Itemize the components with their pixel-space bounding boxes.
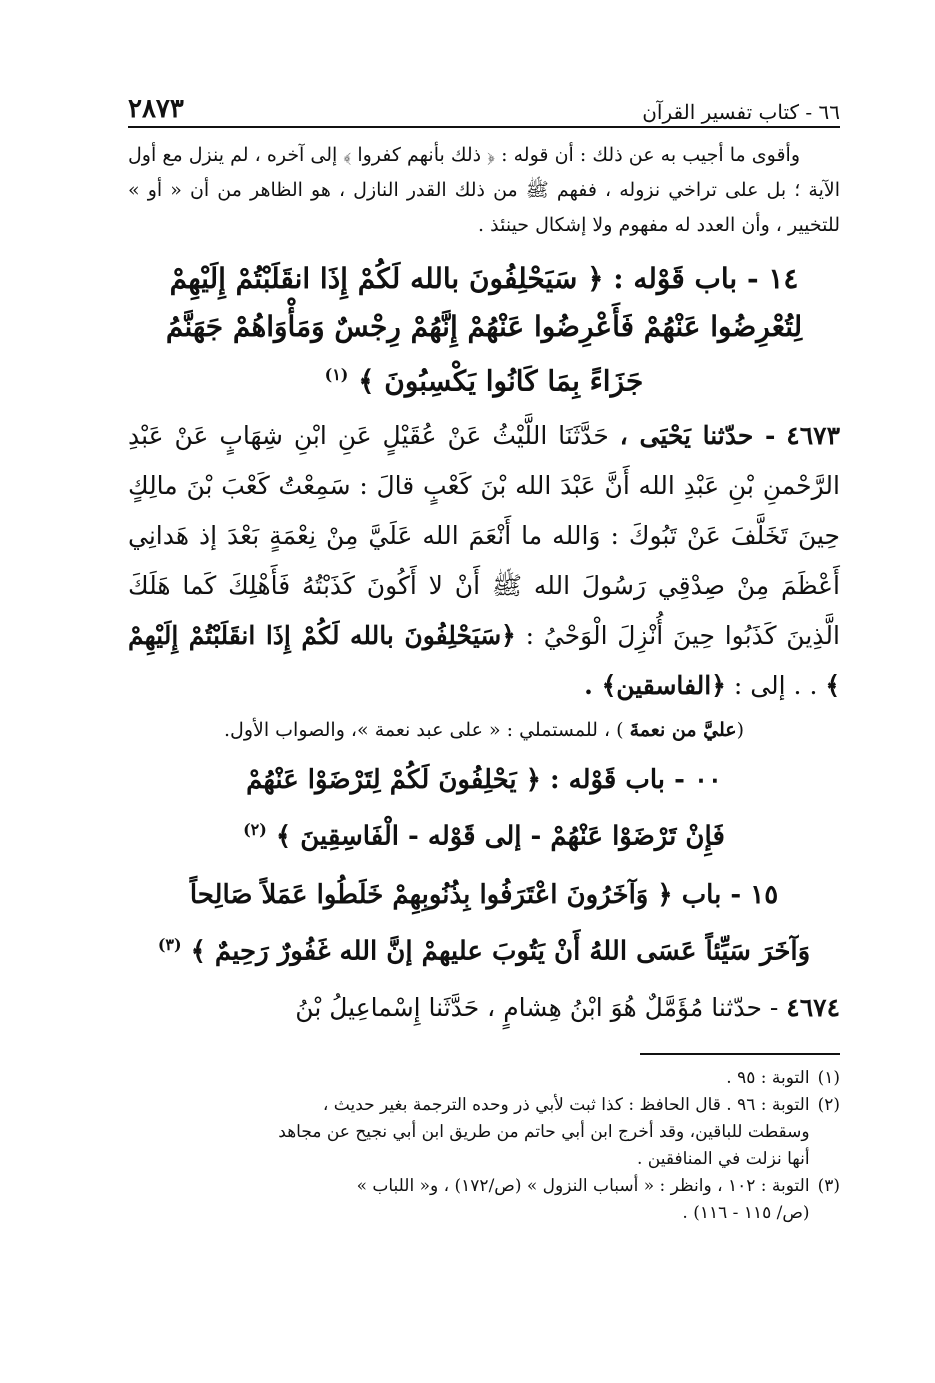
- footnote-1: [128, 1065, 840, 1092]
- variant-note: [128, 713, 840, 747]
- footnote-body: [128, 1173, 810, 1227]
- hadith-quote-2: ﴿الفاسقين﴾ .: [584, 671, 726, 701]
- chapter-15-line-1: ١٥ - باب ﴿ وَآخَرُونَ اعْتَرَفُوا بِذُنُوبِهِمْ خَلَطُوا عَمَلاً صَالِحاً: [189, 879, 779, 910]
- footnote-body: [128, 1092, 810, 1173]
- footnote-line: (ص/ ١١٥ - ١١٦) .: [682, 1202, 810, 1223]
- chapter-00-line-1: ٠٠ - باب قَوْله : ﴿ يَحْلِفُونَ لَكُمْ لِتَرْضَوْا عَنْهُمْ: [246, 765, 722, 796]
- footnote-label: (٢): [817, 1094, 840, 1115]
- chapter-15-line-2-wrap: [128, 920, 840, 977]
- intro-text: وأقوى ما أجيب به عن ذلك : أن قوله : ﴿ ذلك بأنهم كفروا ﴾ إلى آخره ، لم ينزل مع أول الآية ؛ بل على تراخي نزوله ، ففهم ﷺ من ذلك القدر النازل ، هو الظاهر من أن « أو » للتخيير ، وأن العدد له مفهوم ولا إشكال حينئذ .: [128, 144, 840, 236]
- chapter-15-heading: [128, 870, 840, 977]
- page-number: ٢٨٧٣: [128, 94, 184, 124]
- running-title: ٦٦ - كتاب تفسير القرآن: [642, 100, 840, 124]
- hadith-4674: [128, 983, 840, 1033]
- intro-paragraph: [128, 138, 840, 243]
- chapter-14-line-1: ١٤ - باب قَوْله : ﴿ سَيَحْلِفُونَ بالله لَكُمْ إِذَا انقَلَبْتُمْ إِلَيْهِمْ: [169, 262, 799, 295]
- hadith-between: . . إلى :: [733, 671, 818, 701]
- footnote-ref-2: (٢): [243, 820, 267, 840]
- hadith-4674-number: ٤٦٧٤: [786, 992, 840, 1022]
- chapter-14-line-2: لِتُعْرِضُوا عَنْهُمْ فَأَعْرِضُوا عَنْهُمْ إِنَّهُمْ رِجْسٌ وَمَأْوَاهُمْ جَهَنَّمُ: [165, 310, 803, 343]
- footnote-line: وسقطت للباقين، وقد أخرج ابن أبي حاتم من طريق ابن أبي نجيح عن مجاهد: [278, 1121, 810, 1142]
- hadith-quote-1: ﴿سَيَحْلِفُونَ بالله لَكُمْ إِذَا انقَلَبْتُمْ إِلَيْهِمْ ﴾: [128, 621, 840, 701]
- footnote-line: التوبة : ٩٥ .: [726, 1067, 810, 1088]
- footnote-2: [128, 1092, 840, 1173]
- footnote-label: (١): [817, 1067, 840, 1088]
- footnotes: [128, 1065, 840, 1227]
- book-page: [128, 84, 840, 1227]
- hadith-lead: - حدّثنا يَحْيَى ،: [619, 421, 776, 451]
- footnote-label: (٣): [817, 1175, 840, 1196]
- footnote-3: [128, 1173, 840, 1227]
- chapter-14-line-3: [128, 351, 840, 405]
- footnote-ref-1: (١): [324, 365, 349, 384]
- footnote-line: التوبة : ٩٦ . قال الحافظ : كذا ثبت لأبي ذر وحده الترجمة بغير حديث ،: [322, 1094, 810, 1115]
- chapter-00-heading: [128, 755, 840, 862]
- footnote-divider: [640, 1053, 840, 1055]
- hadith-number: ٤٦٧٣: [786, 421, 840, 451]
- footnote-ref-3: (٣): [157, 934, 182, 954]
- variant-bold: عليَّ من نعمةَ: [629, 719, 737, 742]
- hadith-body: حَدَّثَنَا اللَّيْثُ عَنْ عُقَيْلٍ عَنِ ابْنِ شِهَابٍ عَنْ عَبْدِ الرَّحْمنِ بْنِ عَبْدِ الله أَنَّ عَبْدَ الله بْنَ كَعْبٍ قالَ : سَمِعْتُ كَعْبَ بْنَ مالِكٍ حِينَ تَخَلَّفَ عَنْ تَبُوكَ : وَالله ما أَنْعَمَ الله عَلَيَّ مِنْ نِعْمَةٍ بَعْدَ إذ هَدانِي أَعْظَمَ مِنْ صِدْقِي رَسُولَ الله ﷺ أَنْ لا أَكُونَ كَذَبْتُهُ فَأَهْلِكَ كَما هَلَكَ الَّذِينَ كَذَبُوا حِينَ أُنْزِلَ الْوَحْيُ :: [128, 421, 840, 651]
- footnote-body: [128, 1065, 810, 1092]
- footnote-line: أنها نزلت في المنافقين .: [636, 1148, 810, 1169]
- chapter-00-line-2-wrap: [128, 805, 840, 862]
- chapter-15-line-2: وَآخَرَ سَيِّئاً عَسَى اللهُ أَنْ يَتُوبَ عليهمْ إنَّ الله غَفُورٌ رَحِيمٌ ﴾: [190, 936, 811, 967]
- page-header: [128, 84, 840, 128]
- footnote-line: التوبة : ١٠٢ ، وانظر : « أسباب النزول » (ص/١٧٢) ، و« اللباب »: [356, 1175, 810, 1196]
- hadith-4673: [128, 411, 840, 711]
- hadith-4674-text: - حدّثنا مُؤَمَّلٌ هُوَ ابْنُ هِشامٍ ، حَدَّثَنا إِسْماعِيلُ بْنُ: [295, 992, 779, 1022]
- chapter-00-line-2: فَإِنْ تَرْضَوْا عَنْهُمْ - إلى قَوْله - الْفَاسِقِينَ ﴾: [275, 821, 725, 852]
- variant-rest: ) ، للمستملي : « على عبد نعمة »، والصواب الأول.: [224, 719, 624, 742]
- variant-open: (: [736, 719, 744, 742]
- chapter-14-line-3-text: جَزَاءً بِمَا كَانُوا يَكْسِبُونَ ﴾: [358, 364, 644, 398]
- chapter-14-heading: [128, 255, 840, 405]
